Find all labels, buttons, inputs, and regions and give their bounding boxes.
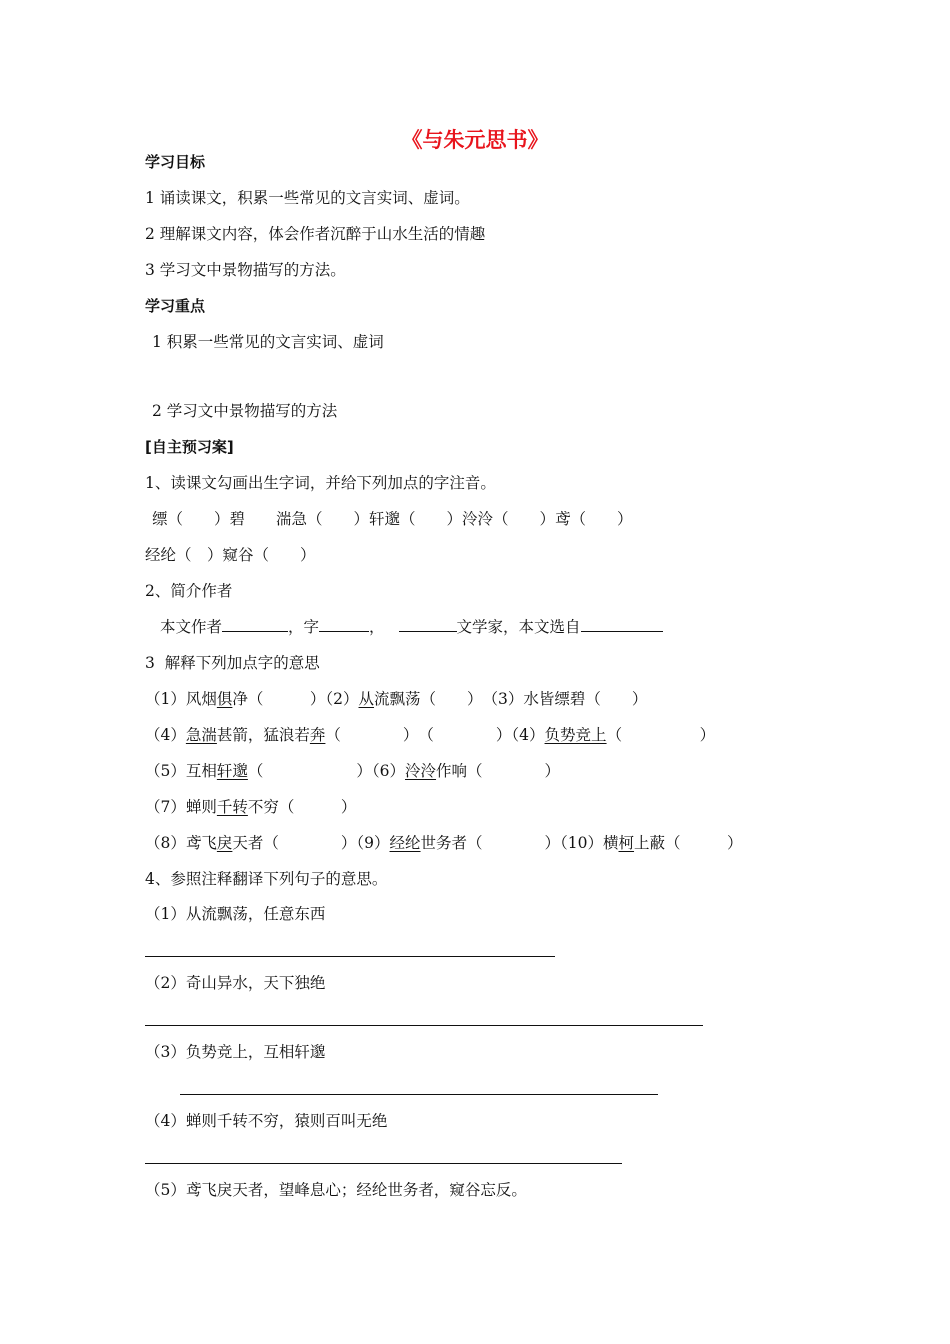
answer-line[interactable] (145, 1163, 622, 1164)
focus-item: 1 积累一些常见的文言实词、虚词 (152, 333, 384, 351)
q4-item: （5）鸢飞戾天者，望峰息心；经纶世务者，窥谷忘反。 (145, 1181, 527, 1199)
q2-text: 文学家，本文选自 (456, 618, 581, 636)
q3-text: 上蔽（ ） (634, 834, 743, 852)
q4-prompt: 4、参照注释翻译下列句子的意思。 (145, 870, 388, 888)
q3-row (145, 761, 560, 781)
q1-prompt: 1、读课文勾画出生字词，并给下列加点的字注音。 (145, 474, 496, 492)
author-name-blank[interactable] (222, 617, 288, 632)
q3-text: （ ）（6） (247, 762, 406, 780)
goal-item: 2 理解课文内容，体会作者沉醉于山水生活的情趣 (145, 225, 486, 243)
q3-text: （ ） （ ）（4） (325, 726, 545, 744)
q3-text: 净（ ）（2） (232, 690, 359, 708)
q3-text: 世务者（ ）（10）横 (420, 834, 619, 852)
q2-text: ，字 (288, 618, 320, 636)
q3-text: （5）互相 (145, 762, 217, 780)
target-word: 负势竞上 (544, 726, 607, 744)
q4-item: （3）负势竞上，互相轩邈 (145, 1043, 326, 1061)
preview-heading: [自主预习案] (145, 438, 234, 456)
source-blank[interactable] (581, 617, 663, 632)
courtesy-name-blank[interactable] (319, 617, 369, 632)
q3-text: 甚箭，猛浪若 (216, 726, 310, 744)
target-word: 千转 (216, 798, 248, 816)
q4-item: （2）奇山异水，天下独绝 (145, 974, 326, 992)
focus-heading: 学习重点 (145, 297, 206, 315)
q3-row (145, 689, 647, 709)
q3-text: 不穷（ ） (247, 798, 357, 816)
q2-text: 本文作者 (160, 618, 223, 636)
q3-row (145, 833, 743, 853)
page-title: 《与朱元思书》 (401, 128, 549, 152)
target-word: 经纶 (389, 834, 421, 852)
q3-text: 天者（ ）（9） (232, 834, 390, 852)
dynasty-blank[interactable] (399, 617, 457, 632)
q3-row (145, 725, 715, 745)
q3-prompt: 3 解释下列加点字的意思 (145, 654, 320, 672)
q1-pinyin-row: 经纶（ ）窥谷（ ） (145, 546, 316, 564)
goal-item: 3 学习文中景物描写的方法。 (145, 261, 346, 279)
answer-line[interactable] (145, 956, 555, 957)
target-word: 俱 (216, 690, 233, 708)
target-word: 急湍 (185, 726, 217, 744)
q4-item: （4）蝉则千转不穷，猿则百叫无绝 (145, 1112, 388, 1130)
q3-text: （1）风烟 (145, 690, 217, 708)
q3-text: （7）蝉则 (145, 798, 217, 816)
q2-author-line (160, 617, 663, 637)
answer-line[interactable] (145, 1025, 703, 1026)
q2-prompt: 2、简介作者 (145, 582, 233, 600)
q1-pinyin-row: 缥（ ）碧 湍急（ ）轩邈（ ）泠泠（ ）鸢（ ） (152, 510, 633, 528)
q3-row (145, 797, 356, 817)
target-word: 从 (358, 690, 375, 708)
target-word: 轩邈 (216, 762, 248, 780)
q3-text: （8）鸢飞 (145, 834, 217, 852)
target-word: 奔 (309, 726, 326, 744)
target-word: 柯 (618, 834, 635, 852)
q4-item: （1）从流飘荡，任意东西 (145, 905, 326, 923)
goal-item: 1 诵读课文，积累一些常见的文言实词、虚词。 (145, 189, 470, 207)
q2-text: ， (369, 618, 385, 636)
answer-line[interactable] (180, 1094, 658, 1095)
target-word: 泠泠 (405, 762, 437, 780)
q3-text: （4） (145, 726, 186, 744)
focus-item: 2 学习文中景物描写的方法 (152, 402, 338, 420)
goals-heading: 学习目标 (145, 153, 206, 171)
q3-text: 流飘荡（ ） （3）水皆缥碧（ ） (374, 690, 648, 708)
target-word: 戾 (216, 834, 233, 852)
q3-text: （ ） (606, 726, 716, 744)
q3-text: 作响（ ） (436, 762, 561, 780)
